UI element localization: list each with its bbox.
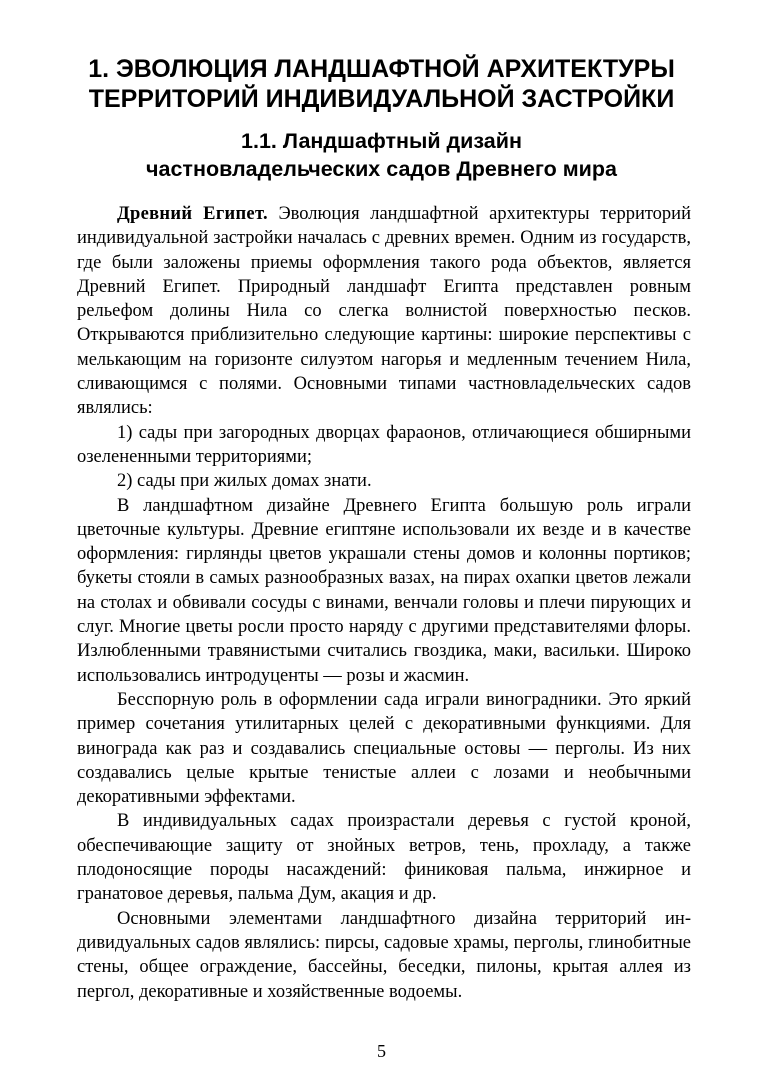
paragraph-elements: Основными элементами ландшафтного дизайна территорий индивидуальных садов являлись: пирсы, садовые храмы, перголы, глинобитные стены, общее ограждение, бассейны, беседки, пилоны, крытая аллея из пергол, декоративные и хозяйственные водоемы.	[77, 908, 691, 1002]
paragraph-flowers: В ландшафтном дизайне Древнего Египта большую роль играли цветочные культуры. Древние египтяне использовали их везде и в качестве оформления: гирлянды цветов украшали стены домов и колонны портиков; букеты стояли в самых разнообразных вазах, на пирах охапки цветов лежали на столах и обвивали сосуды с винами, венчали головы и плечи пирующих и слуг. Многие цветы росли просто наряду с другими представителями флоры. Излюбленными травянистыми считались гвоздика, маки, васильки. Широко использовались интродуценты — розы и жасмин.	[77, 495, 691, 686]
paragraph-intro	[77, 202, 691, 421]
section-title	[40, 127, 723, 183]
body-text	[77, 202, 691, 1004]
paragraph-trees: В индивидуальных садах произрастали деревья с густой кроной, обеспечивающие защиту от знойных ветров, тень, прохладу, а также плодоносящие породы насаждений: финиковая пальма, инжирное и гранатовое деревья, пальма Дум, акация и др.	[77, 811, 691, 905]
section-title-line-2: частновладельческих садов Древнего мира	[146, 157, 617, 181]
paragraph-list-item-2: 2) сады при жилых домах знати.	[117, 471, 372, 492]
paragraph-vineyards: Бесспорную роль в оформлении сада играли виноградники. Это яркий пример сочетания утилитарных целей с декоративными функциями. Для винограда как раз и создавались специальные остовы — перголы. Из них создавались целые крытые тенистые аллеи с лозами и необычными декоративными эффектами.	[77, 689, 691, 808]
page-number: 5	[377, 1041, 386, 1061]
chapter-title-line-1: 1. ЭВОЛЮЦИЯ ЛАНДШАФТНОЙ АРХИТЕКТУРЫ	[88, 55, 675, 83]
paragraph-lead: Древний Египет.	[117, 204, 268, 224]
section-title-line-1: 1.1. Ландшафтный дизайн	[241, 129, 522, 153]
chapter-title-line-2: ТЕРРИТОРИЙ ИНДИВИДУАЛЬНОЙ ЗАСТРОЙКИ	[88, 85, 675, 113]
chapter-title	[40, 54, 723, 114]
paragraph-list-item-1: 1) сады при загородных дворцах фараонов, отличающиеся обширными озелененными территориями;	[77, 422, 691, 467]
paragraph-text: Эволюция ландшафтной архитектуры территорий индивидуальной застройки началась с древних времен. Одним из государств, где были заложены приемы оформления такого рода объектов, является Древний Египет. Природный ландшафт Египта представлен ровным рельефом долины Нила со слегка волнистой поверхностью песков. Открываются приблизительно следующие картины: широкие перспективы с мелькающим на горизонте силуэтом нагорья и медленным течением Нила, сливающимся с полями. Основными типами частновладельческих садов являлись:	[77, 204, 691, 419]
